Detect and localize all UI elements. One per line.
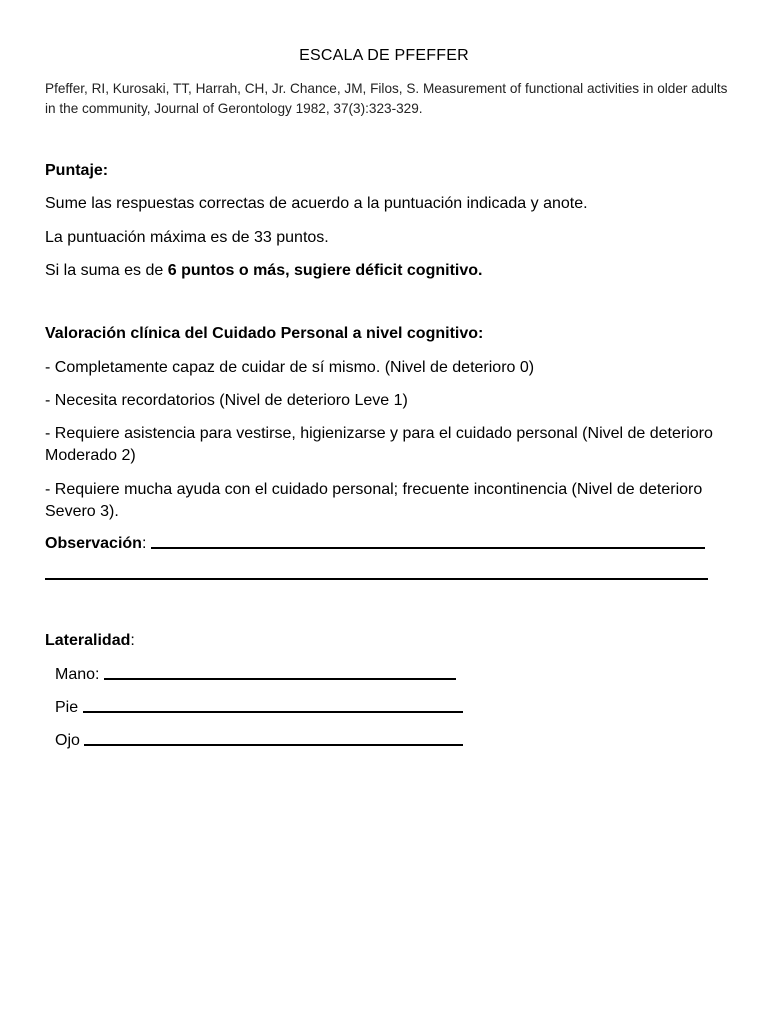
observacion-field-line-1[interactable]	[151, 547, 705, 549]
document-title: ESCALA DE PFEFFER	[299, 47, 469, 64]
ojo-row	[55, 732, 463, 750]
lateralidad-colon: :	[130, 632, 135, 649]
citation: Pfeffer, RI, Kurosaki, TT, Harrah, CH, Jr. Chance, JM, Filos, S. Measurement of functional activities in older adults in the community, Journal of Gerontology 1982, 37(3):323-329.	[45, 81, 728, 116]
puntaje-line-3-prefix: Si la suma es de	[45, 262, 168, 279]
mano-label: Mano:	[55, 666, 104, 683]
pie-label: Pie	[55, 699, 83, 716]
puntaje-line-3-bold: 6 puntos o más, sugiere déficit cognitivo.	[167, 262, 483, 279]
lateralidad-label: Lateralidad	[45, 632, 131, 649]
pie-field[interactable]	[83, 711, 463, 713]
ojo-field[interactable]	[84, 744, 463, 746]
observacion-label: Observación	[45, 535, 142, 552]
observacion-field-line-2[interactable]	[45, 578, 708, 580]
lateralidad-row	[45, 632, 135, 650]
valoracion-heading: Valoración clínica del Cuidado Personal a nivel cognitivo:	[45, 325, 484, 342]
puntaje-line-1: Sume las respuestas correctas de acuerdo a la puntuación indicada y anote.	[45, 195, 588, 212]
valoracion-item-3: - Requiere mucha ayuda con el cuidado personal; frecuente incontinencia (Nivel de deterioro Severo 3).	[45, 481, 703, 520]
valoracion-item-0: - Completamente capaz de cuidar de sí mismo. (Nivel de deterioro 0)	[45, 359, 535, 376]
observacion-row-2	[45, 566, 708, 584]
mano-field[interactable]	[104, 678, 456, 680]
observacion-row	[45, 535, 705, 553]
puntaje-heading: Puntaje:	[45, 162, 109, 179]
puntaje-line-3	[45, 262, 482, 280]
puntaje-line-2: La puntuación máxima es de 33 puntos.	[45, 229, 329, 246]
valoracion-item-1: - Necesita recordatorios (Nivel de deterioro Leve 1)	[45, 392, 408, 409]
mano-row	[55, 666, 456, 684]
ojo-label: Ojo	[55, 732, 85, 749]
observacion-colon: :	[141, 535, 151, 552]
valoracion-item-2: - Requiere asistencia para vestirse, higienizarse y para el cuidado personal (Nivel de deterioro Moderado 2)	[45, 425, 713, 464]
pie-row	[55, 699, 463, 717]
